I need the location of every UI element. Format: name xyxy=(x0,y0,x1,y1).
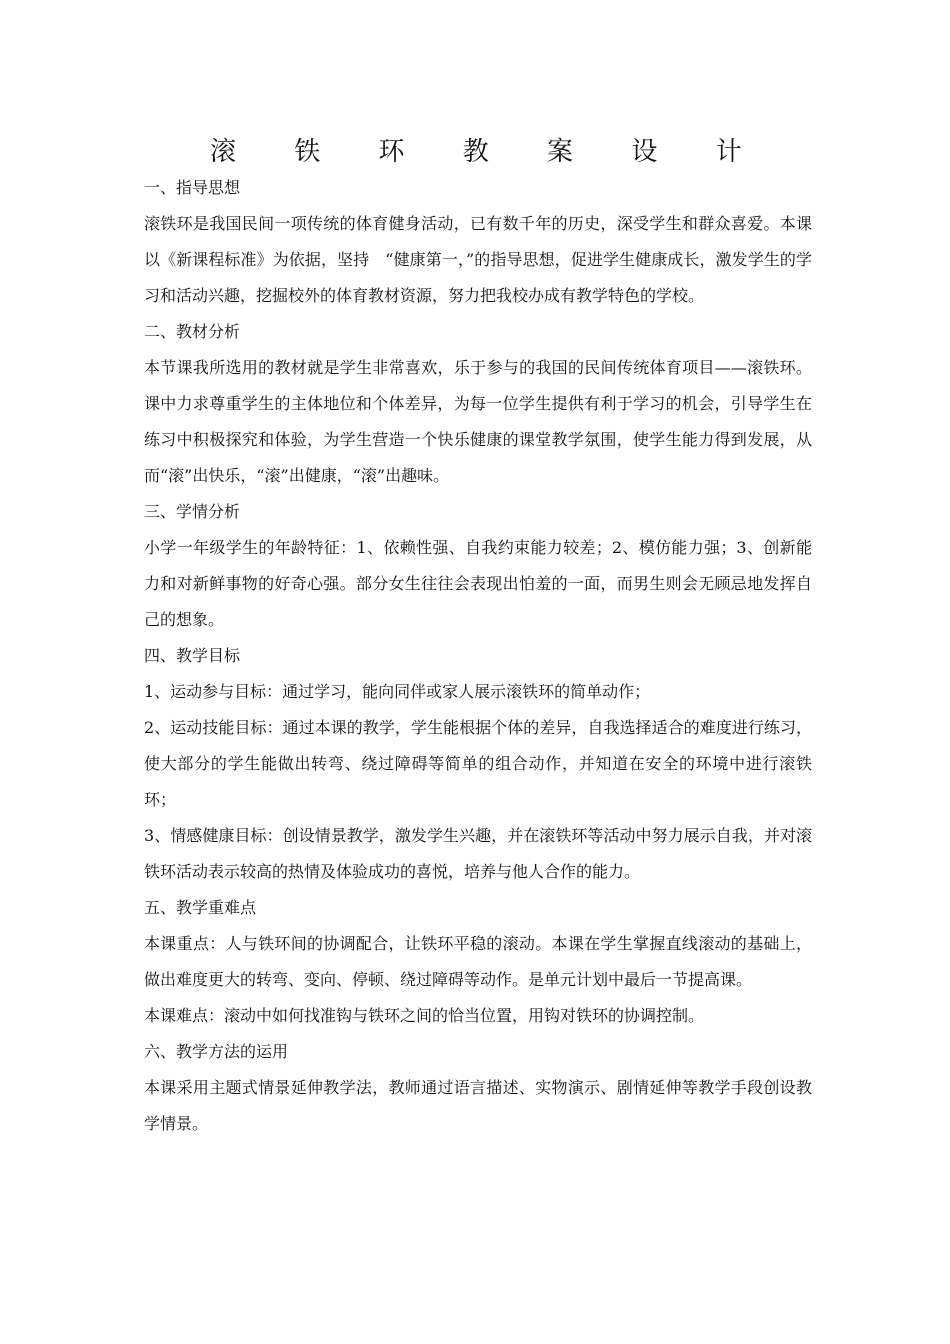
section-heading-guiding-ideology: 一、指导思想 xyxy=(144,178,241,197)
paragraph-guiding-ideology: 滚铁环是我国民间一项传统的体育健身活动，已有数千年的历史，深受学生和群众喜爱。本课以《新课程标准》为依据，坚持 “健康第一，”的指导思想，促进学生健康成长，激发学生的学习和活动兴趣，挖掘校外的体育教材资源，努力把我校办成有教学特色的学校。 xyxy=(144,214,812,305)
goal-skills: 2、运动技能目标：通过本课的教学，学生能根据个体的差异，自我选择适合的难度进行练习，使大部分的学生能做出转弯、绕过障碍等简单的组合动作，并知道在安全的环境中进行滚铁环； xyxy=(144,718,812,809)
section-heading-student-analysis: 三、学情分析 xyxy=(144,502,241,521)
section-heading-material-analysis: 二、教材分析 xyxy=(144,322,241,341)
paragraph-student-analysis: 小学一年级学生的年龄特征：1、依赖性强、自我约束能力较差；2、模仿能力强；3、创新能力和对新鲜事物的好奇心强。部分女生往往会表现出怕羞的一面，而男生则会无顾忌地发挥自己的想象。 xyxy=(144,538,812,629)
paragraph-key-point: 本课重点：人与铁环间的协调配合，让铁环平稳的滚动。本课在学生掌握直线滚动的基础上，做出难度更大的转弯、变向、停顿、绕过障碍等动作。是单元计划中最后一节提高课。 xyxy=(144,934,812,989)
document-body xyxy=(144,170,812,1142)
document-title: 滚 铁 环 教 案 设 计 xyxy=(210,137,767,167)
paragraph-difficult-point: 本课难点：滚动中如何找准钩与铁环之间的恰当位置，用钩对铁环的协调控制。 xyxy=(144,1006,705,1025)
paragraph-teaching-methods: 本课采用主题式情景延伸教学法，教师通过语言描述、实物演示、剧情延伸等教学手段创设教学情景。 xyxy=(144,1078,812,1133)
section-heading-key-points: 五、教学重难点 xyxy=(144,898,257,917)
section-heading-teaching-goals: 四、教学目标 xyxy=(144,646,241,665)
section-heading-teaching-methods: 六、教学方法的运用 xyxy=(144,1042,289,1061)
goal-emotional-health: 3、情感健康目标：创设情景教学，激发学生兴趣，并在滚铁环等活动中努力展示自我，并对滚铁环活动表示较高的热情及体验成功的喜悦，培养与他人合作的能力。 xyxy=(144,826,812,881)
goal-participation: 1、运动参与目标：通过学习，能向同伴或家人展示滚铁环的简单动作； xyxy=(144,682,651,701)
paragraph-material-analysis: 本节课我所选用的教材就是学生非常喜欢，乐于参与的我国的民间传统体育项目——滚铁环。课中力求尊重学生的主体地位和个体差异，为每一位学生提供有利于学习的机会，引导学生在练习中积极探究和体验，为学生营造一个快乐健康的课堂教学氛围，使学生能力得到发展，从而“滚”出快乐，“滚”出健康，“滚”出趣味。 xyxy=(144,358,812,485)
